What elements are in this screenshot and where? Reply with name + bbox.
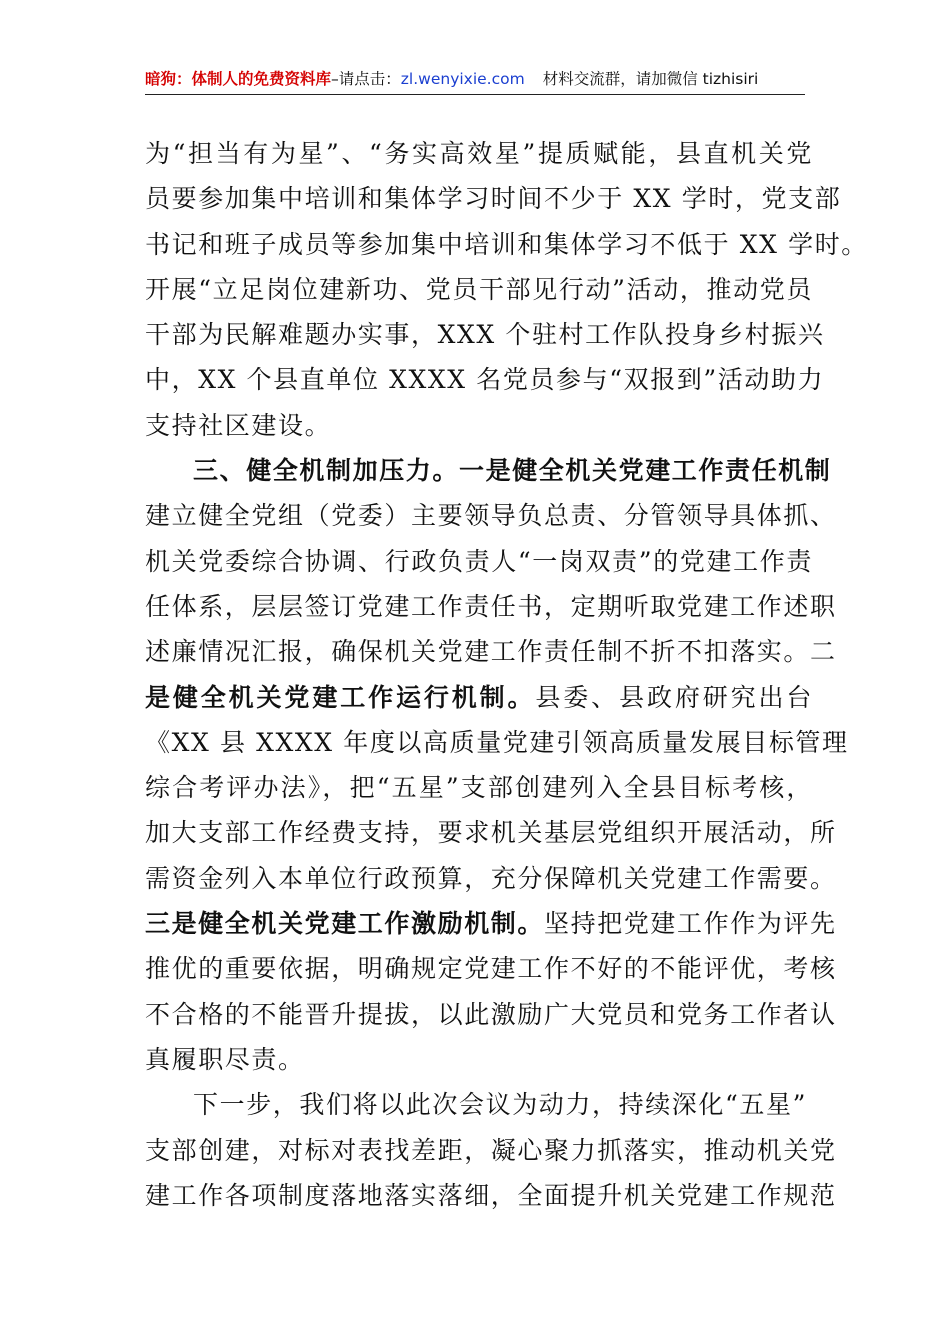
section-heading-line <box>145 448 832 493</box>
paragraph-start-line <box>145 1082 813 1127</box>
text-line: 真履职尽责。 <box>145 1044 305 1074</box>
text-line: 建工作各项制度落地落实落细，全面提升机关党建工作规范 <box>145 1180 837 1210</box>
text-line: 推优的重要依据，明确规定党建工作不好的不能评优，考核 <box>145 954 837 984</box>
page-header <box>145 64 805 95</box>
text-line: 支持社区建设。 <box>145 410 332 440</box>
text-line: 中，XX 个县直单位 XXXX 名党员参与“双报到”活动助力 <box>145 365 825 395</box>
text-line: 机关党委综合协调、行政负责人“一岗双责”的党建工作责 <box>145 546 813 576</box>
header-link-prefix: –请点击： <box>331 70 401 88</box>
text-run: 下一步，我们将以此次会议为动力，持续深化“五星” <box>193 1090 807 1120</box>
text-run: 坚持把党建工作作为评先 <box>544 909 837 939</box>
text-line <box>145 675 813 720</box>
text-run: 县委、县政府研究出台 <box>535 682 813 712</box>
text-line <box>145 901 837 946</box>
text-line: 书记和班子成员等参加集中培训和集体学习不低于 XX 学时。 <box>145 229 868 259</box>
bold-subheading: 是健全机关党建工作运行机制。 <box>145 682 536 712</box>
text-line: 建立健全党组（党委）主要领导负总责、分管领导具体抓、 <box>145 501 837 531</box>
section-heading: 三、健全机制加压力。一是健全机关党建工作责任机制 <box>193 456 832 486</box>
text-line: 任体系，层层签订党建工作责任书，定期听取党建工作述职 <box>145 591 837 621</box>
header-brand: 暗狗：体制人的免费资料库 <box>145 70 332 88</box>
text-line: 不合格的不能晋升提拔，以此激励广大党员和党务工作者认 <box>145 999 837 1029</box>
text-line: 述廉情况汇报，确保机关党建工作责任制不折不扣落实。二 <box>145 637 837 667</box>
text-line: 加大支部工作经费支持，要求机关基层党组织开展活动，所 <box>145 818 837 848</box>
text-line: 员要参加集中培训和集体学习时间不少于 XX 学时，党支部 <box>145 184 842 214</box>
header-contact: 材料交流群，请加微信 tizhisiri <box>542 70 759 88</box>
bold-subheading: 三是健全机关党建工作激励机制。 <box>145 909 545 939</box>
text-line: 支部创建，对标对表找差距，凝心聚力抓落实，推动机关党 <box>145 1135 837 1165</box>
header-link[interactable]: zl.wenyixie.com <box>400 70 525 88</box>
text-line: 需资金列入本单位行政预算，充分保障机关党建工作需要。 <box>145 863 837 893</box>
text-line: 开展“立足岗位建新功、党员干部见行动”活动，推动党员 <box>145 274 813 304</box>
text-line: 干部为民解难题办实事，XXX 个驻村工作队投身乡村振兴 <box>145 320 825 350</box>
text-line: 《XX 县 XXXX 年度以高质量党建引领高质量发展目标管理 <box>145 727 849 757</box>
text-line: 为“担当有为星”、“务实高效星”提质赋能，县直机关党 <box>145 139 813 168</box>
document-body <box>145 131 868 1218</box>
text-line: 综合考评办法》，把“五星”支部创建列入全县目标考核， <box>145 773 813 803</box>
